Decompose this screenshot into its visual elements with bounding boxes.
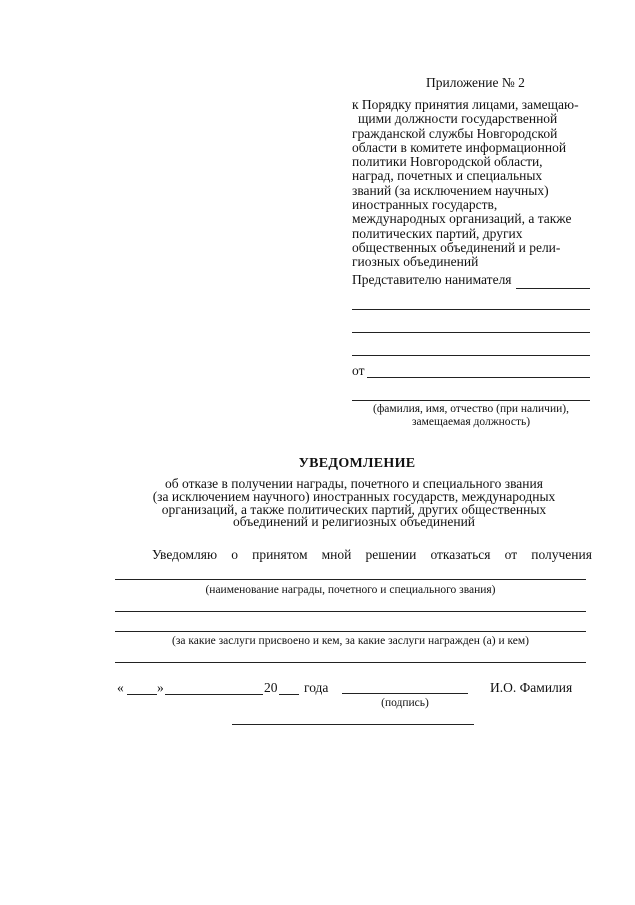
date-close-quote: » bbox=[157, 680, 164, 695]
bottom-separator-line bbox=[232, 724, 474, 725]
notice-subtitle: объединений и религиозных объединений bbox=[232, 514, 476, 529]
notice-subtitle: организаций, а также политических партий, других общественных bbox=[161, 502, 547, 517]
appendix-line: политики Новгородской области, bbox=[352, 154, 543, 170]
merit-fill-line[interactable] bbox=[115, 611, 586, 612]
from-fill-line[interactable] bbox=[352, 400, 590, 401]
signer-name: И.О. Фамилия bbox=[490, 680, 573, 695]
appendix-line: гиозных объединений bbox=[352, 254, 479, 270]
body-word: о bbox=[231, 547, 238, 562]
appendix-title: Приложение № 2 bbox=[426, 75, 525, 90]
appendix-line: иностранных государств, bbox=[352, 197, 498, 213]
appendix-line: к Порядку принятия лицами, замещаю- bbox=[352, 97, 579, 112]
from-label: от bbox=[352, 363, 365, 378]
notice-subtitle: об отказе в получении награды, почетного и специального звания bbox=[165, 476, 543, 491]
body-word: получения bbox=[531, 547, 592, 562]
merit-fill-line[interactable] bbox=[115, 631, 586, 632]
body-word: мной bbox=[321, 547, 352, 562]
notice-body bbox=[152, 548, 592, 562]
signature-line[interactable] bbox=[342, 693, 468, 694]
signature-caption: (подпись) bbox=[381, 697, 429, 709]
merit-fill-line[interactable] bbox=[115, 662, 586, 663]
appendix-line: званий (за исключением научных) bbox=[352, 182, 549, 198]
date-year-prefix: 20 bbox=[264, 680, 278, 695]
merit-caption: (за какие заслуги присвоено и кем, за какие заслуги награжден (а) и кем) bbox=[171, 635, 529, 647]
body-word: решении bbox=[365, 547, 417, 562]
body-word: отказаться bbox=[430, 547, 491, 562]
appendix-line: общественных объединений и рели- bbox=[352, 239, 561, 255]
body-word: принятом bbox=[252, 547, 308, 562]
appendix-line: гражданской службы Новгородской bbox=[352, 125, 558, 141]
addressee-label: Представителю нанимателя bbox=[352, 272, 512, 287]
appendix-line: области в комитете информационной bbox=[352, 139, 567, 155]
notice-subtitle: (за исключением научного) иностранных государств, международных bbox=[152, 489, 556, 504]
appendix-line: международных организаций, а также bbox=[352, 211, 572, 227]
appendix-line: наград, почетных и специальных bbox=[352, 168, 543, 184]
body-word: Уведомляю bbox=[152, 547, 218, 562]
from-fill-line[interactable] bbox=[367, 377, 590, 378]
date-day-line[interactable] bbox=[127, 694, 157, 695]
from-caption: (фамилия, имя, отчество (при наличии), bbox=[373, 403, 569, 415]
appendix-reference bbox=[352, 98, 596, 270]
award-fill-line[interactable] bbox=[115, 579, 586, 580]
appendix-line: щими должности государственной bbox=[358, 111, 558, 127]
date-month-line[interactable] bbox=[165, 694, 263, 695]
addressee-fill-line[interactable] bbox=[352, 355, 590, 356]
body-word: от bbox=[504, 547, 518, 562]
addressee-fill-line[interactable] bbox=[352, 332, 590, 333]
appendix-line: политических партий, других bbox=[352, 225, 523, 241]
from-caption: замещаемая должность) bbox=[411, 416, 531, 428]
date-year-line[interactable] bbox=[279, 694, 299, 695]
date-year-word: года bbox=[304, 680, 329, 695]
addressee-fill-line[interactable] bbox=[516, 288, 590, 289]
addressee-fill-line[interactable] bbox=[352, 309, 590, 310]
date-open-quote: « bbox=[117, 680, 124, 695]
notice-title: УВЕДОМЛЕНИЕ bbox=[298, 456, 416, 471]
award-caption: (наименование награды, почетного и специального звания) bbox=[205, 584, 496, 596]
